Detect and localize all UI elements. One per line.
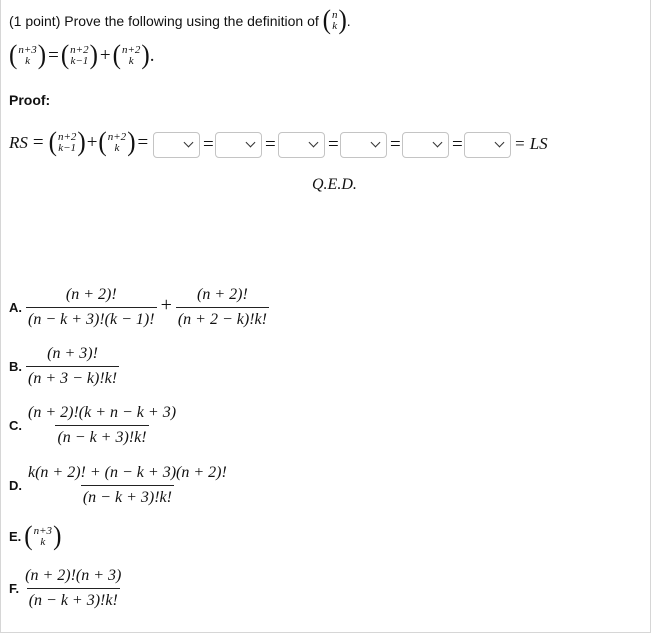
option-label: D.	[9, 478, 22, 493]
numerator: (n + 2)!	[197, 286, 248, 303]
chevron-down-icon	[309, 138, 319, 148]
statement	[9, 40, 155, 71]
option-label: C.	[9, 418, 22, 433]
binom-bottom: k−1	[58, 141, 77, 154]
option-f	[9, 567, 123, 610]
chevron-down-icon	[246, 138, 256, 148]
binomial-term-2: ( n+2 k )	[98, 127, 136, 158]
step-6-select[interactable]	[464, 132, 511, 158]
option-a	[9, 286, 269, 329]
header-period: .	[346, 12, 351, 29]
binom-bottom: k	[128, 54, 134, 67]
chevron-down-icon	[184, 138, 194, 148]
numerator: (n + 2)!(k + n − k + 3)	[28, 404, 177, 421]
option-label: F.	[9, 581, 20, 596]
binom-bottom: k	[40, 535, 46, 548]
chevron-down-icon	[495, 138, 505, 148]
option-e	[9, 521, 62, 552]
equals-sign: =	[265, 134, 276, 155]
binomial-term-2: ( n+2 k )	[112, 40, 150, 71]
denominator: (n − k + 3)!k!	[27, 588, 120, 610]
option-label: E.	[9, 529, 22, 544]
numerator: (n + 2)!(n + 3)	[25, 567, 122, 584]
numerator: (n + 2)!	[65, 286, 117, 303]
equals-sign: =	[32, 131, 44, 153]
step-3-select[interactable]	[278, 132, 325, 158]
binomial-term-1: ( n+2 k−1 )	[60, 40, 98, 71]
fraction	[176, 286, 269, 329]
equals-sign: =	[328, 134, 339, 155]
denominator: (n − k + 3)!k!	[55, 425, 148, 447]
step-5-select[interactable]	[402, 132, 449, 158]
denominator: (n + 2 − k)!k!	[176, 307, 269, 329]
chevron-down-icon	[371, 138, 381, 148]
rs-label: RS	[9, 132, 28, 152]
rs-expression	[9, 127, 149, 158]
binom-top: n+2	[57, 130, 77, 143]
equals-sign: =	[390, 134, 401, 155]
equals-sign: =	[203, 134, 214, 155]
binomial-definition: ( n k )	[322, 5, 347, 36]
equals-sign: =	[48, 44, 59, 66]
binomial-lhs: ( n+3 k )	[9, 40, 47, 71]
chevron-down-icon	[433, 138, 443, 148]
denominator: (n + 3 − k)!k!	[26, 366, 119, 388]
question-prompt: Prove the following using the definition of	[64, 12, 319, 29]
binom-top: n+2	[107, 130, 127, 143]
fraction	[26, 404, 178, 447]
step-4-select[interactable]	[340, 132, 387, 158]
plus-sign: +	[86, 131, 98, 153]
proof-label: Proof:	[9, 92, 51, 108]
numerator: (n + 3)!	[47, 345, 98, 362]
binom-bottom: k	[25, 54, 30, 67]
binom-bottom: k	[114, 141, 120, 154]
plus-sign: +	[160, 294, 172, 316]
fraction	[23, 567, 123, 610]
binomial-term-1: ( n+2 k−1 )	[48, 127, 86, 158]
binomial-option: ( n+3 k )	[24, 521, 62, 552]
question-header	[9, 5, 351, 36]
equals-sign: =	[452, 134, 463, 155]
fraction	[26, 286, 157, 329]
statement-period: .	[149, 44, 155, 66]
binom-top: n+2	[70, 43, 89, 56]
denominator: (n − k + 3)!k!	[81, 485, 174, 507]
binom-bottom: k−1	[70, 54, 89, 67]
points-label: (1 point)	[9, 12, 61, 29]
step-1-select[interactable]	[153, 132, 200, 158]
fraction	[26, 464, 229, 507]
binom-top: n+3	[18, 43, 37, 56]
qed-label: Q.E.D.	[312, 176, 357, 193]
option-b	[9, 345, 119, 388]
denominator: (n − k + 3)!(k − 1)!	[26, 307, 157, 329]
option-label: B.	[9, 359, 22, 374]
binom-top: n+3	[33, 524, 53, 537]
option-c	[9, 404, 178, 447]
step-2-select[interactable]	[215, 132, 262, 158]
binom-bottom: k	[332, 19, 338, 32]
ls-label: = LS	[514, 134, 548, 153]
option-d	[9, 464, 229, 507]
option-label: A.	[9, 300, 22, 315]
plus-sign: +	[99, 44, 111, 66]
binom-top: n	[331, 8, 338, 21]
binom-top: n+2	[121, 43, 141, 56]
fraction	[26, 345, 119, 388]
equals-sign: =	[137, 131, 149, 153]
numerator: k(n + 2)! + (n − k + 3)(n + 2)!	[28, 464, 227, 481]
